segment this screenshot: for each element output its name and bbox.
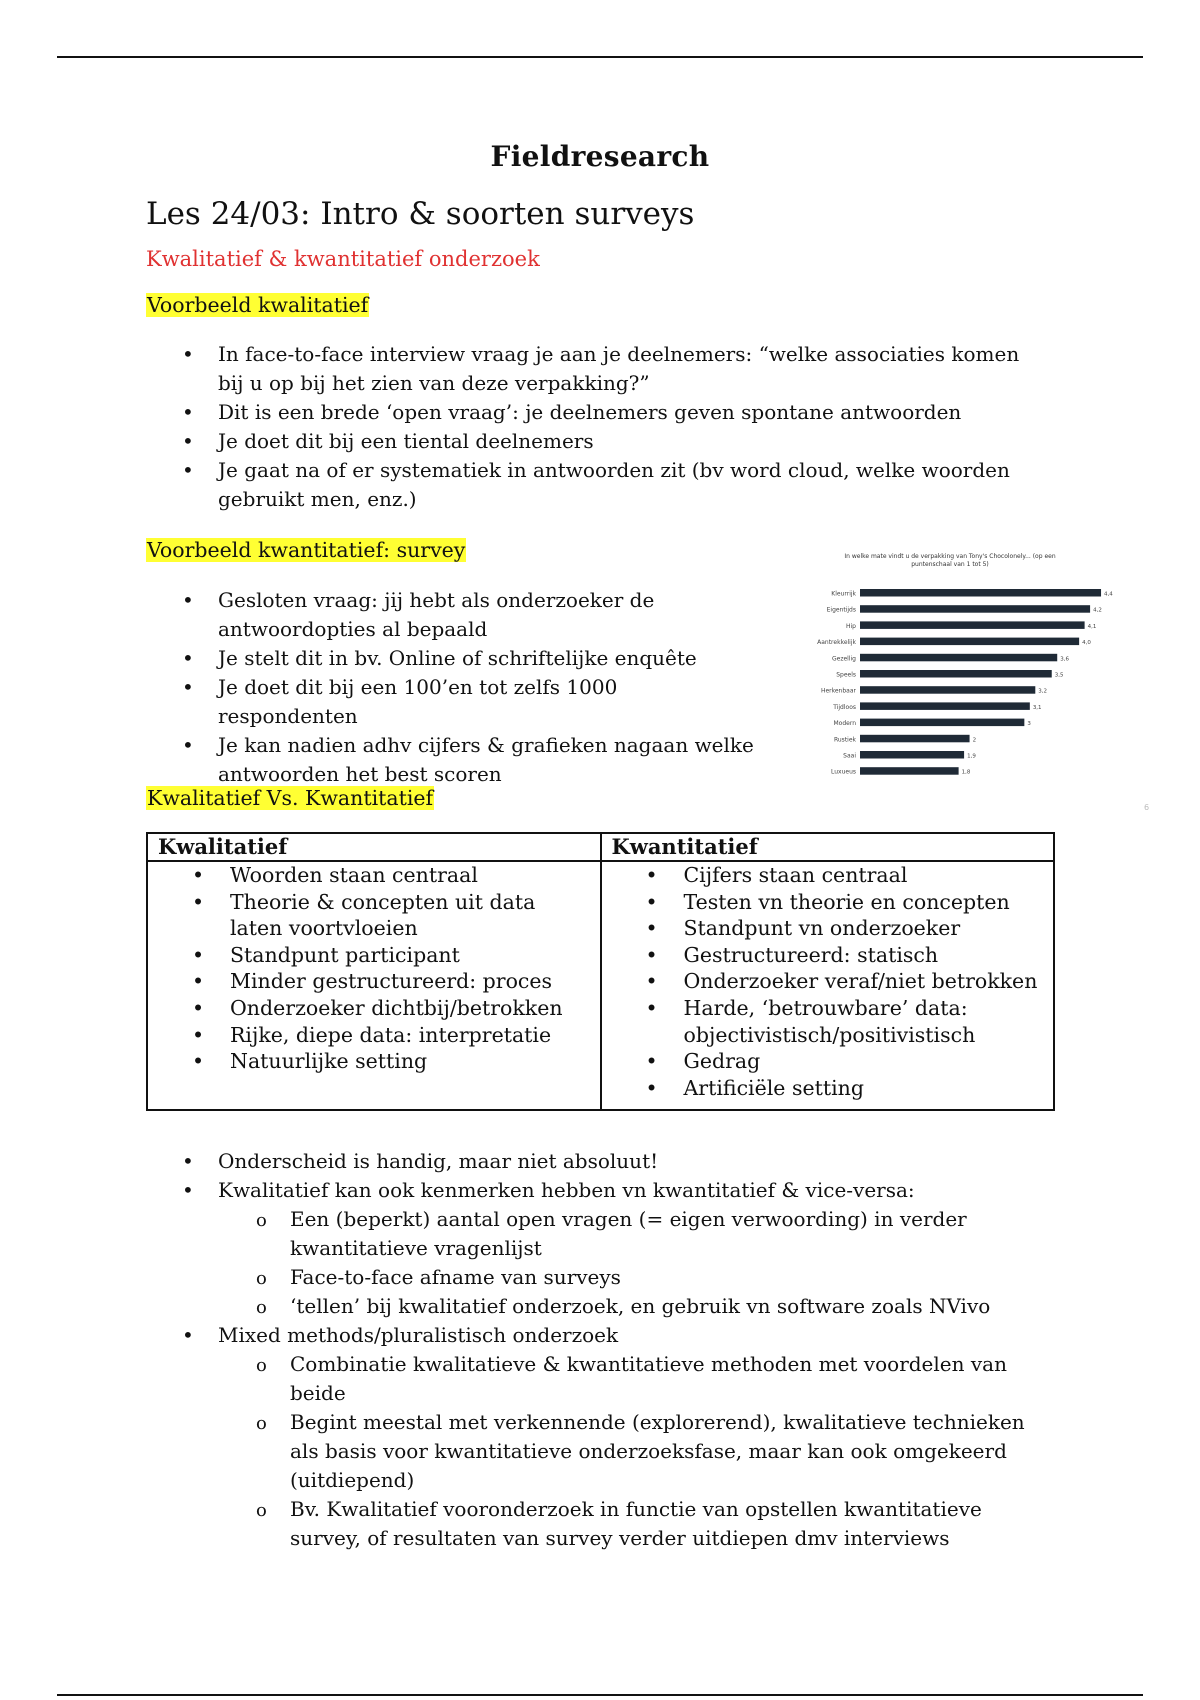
chart-category-label: Kleurrijk — [831, 590, 856, 598]
list-item: • Je gaat na of er systematiek in antwoorden zit (bv word cloud, welke woorden gebruikt men, enz.) — [146, 456, 1046, 514]
sub-list-item: o Bv. Kwalitatief vooronderzoek in functie van opstellen kwantitatieve survey, of resultaten van survey verder uitdiepen dmv interviews — [218, 1495, 1046, 1553]
sub-list-item: o Combinatie kwalitatieve & kwantitatieve methoden met voordelen van beide — [218, 1350, 1046, 1408]
list-item-text: Kwalitatief kan ook kenmerken hebben vn kwantitatief & vice-versa: — [218, 1178, 915, 1202]
chart-value-label: 3 — [1027, 721, 1031, 728]
table-list-item: • Standpunt participant — [148, 942, 600, 969]
chart-category-label: Herkenbaar — [820, 687, 856, 695]
survey-bar-chart — [795, 552, 1135, 812]
table-cell-kwalitatief — [147, 861, 601, 1110]
list-item: • Dit is een brede ‘open vraag’: je deelnemers geven spontane antwoorden — [146, 398, 1046, 427]
chart-category-label: Speels — [836, 671, 856, 679]
chart-value-label: 1,9 — [967, 753, 976, 760]
list-item: • Je doet dit bij een tiental deelnemers — [146, 427, 1046, 456]
chart-category-label: Gezellig — [832, 655, 856, 663]
chart-bar — [860, 719, 1024, 727]
page-number: 6 — [1144, 803, 1150, 812]
heading-voorbeeld-kwantitatief: Voorbeeld kwantitatief: survey — [147, 538, 466, 562]
list-item — [146, 1176, 1046, 1321]
chart-value-label: 3,1 — [1032, 704, 1042, 711]
table-list-item: • Testen vn theorie en concepten — [602, 889, 1054, 916]
chart-value-label: 2 — [972, 737, 977, 744]
chart-bar — [860, 589, 1101, 597]
list-item-text: Mixed methods/pluralistisch onderzoek — [218, 1323, 619, 1347]
chart-category-label: Tijdloos — [833, 703, 856, 711]
chart-category-label: Rustiek — [833, 736, 856, 744]
chart-plot — [795, 552, 1135, 812]
sub-list — [218, 1205, 1046, 1321]
list-item: • Gesloten vraag: jij hebt als onderzoeker de antwoordopties al bepaald — [146, 586, 756, 644]
heading-kwalitatief-vs-kwantitatief: Kwalitatief Vs. Kwantitatief — [147, 786, 434, 810]
top-rule — [57, 56, 1143, 58]
comparison-table — [146, 832, 1055, 1111]
kwantitatief-bullet-list — [146, 586, 756, 789]
table-list-item: • Theorie & concepten uit data laten voortvloeien — [148, 889, 600, 942]
chart-bar — [860, 621, 1085, 629]
chart-bar — [860, 702, 1030, 710]
chart-value-label: 1,8 — [961, 769, 971, 776]
table-header-kwantitatief: Kwantitatief — [601, 833, 1055, 861]
chart-bar — [860, 686, 1035, 694]
chart-value-label: 4,4 — [1104, 591, 1113, 598]
table-header-kwalitatief: Kwalitatief — [147, 833, 601, 861]
chart-bar — [860, 605, 1090, 613]
closing-bullet-list — [146, 1147, 1046, 1553]
chart-value-label: 4,1 — [1087, 623, 1097, 630]
chart-bar — [860, 670, 1052, 678]
chart-category-label: Modern — [833, 720, 856, 728]
table-list-item: • Woorden staan centraal — [148, 862, 600, 889]
lesson-heading: Les 24/03: Intro & soorten surveys — [146, 196, 695, 232]
list-item: • Je doet dit bij een 100’en tot zelfs 1000 respondenten — [146, 673, 756, 731]
table-list-item: • Onderzoeker veraf/niet betrokken — [602, 968, 1054, 995]
chart-value-label: 4,2 — [1093, 607, 1102, 614]
heading-voorbeeld-kwalitatief: Voorbeeld kwalitatief — [147, 293, 369, 317]
section-subheading: Kwalitatief & kwantitatief onderzoek — [146, 247, 540, 271]
table-list-item: • Standpunt vn onderzoeker — [602, 915, 1054, 942]
kwalitatief-bullet-list — [146, 340, 1046, 514]
sub-list — [218, 1350, 1046, 1553]
table-list-item: • Onderzoeker dichtbij/betrokken — [148, 995, 600, 1022]
chart-bar — [860, 751, 964, 759]
chart-value-label: 3,6 — [1060, 656, 1069, 663]
document-title: Fieldresearch — [490, 140, 710, 173]
chart-bar — [860, 654, 1057, 662]
list-item — [146, 1321, 1046, 1553]
chart-bar — [860, 638, 1079, 646]
table-cell-kwantitatief — [601, 861, 1055, 1110]
chart-category-label: Aantrekkelijk — [817, 639, 856, 647]
table-list-item: • Gestructureerd: statisch — [602, 942, 1054, 969]
chart-value-label: 4,0 — [1082, 640, 1091, 647]
table-list-item: • Gedrag — [602, 1048, 1054, 1075]
list-item: • Je kan nadien adhv cijfers & grafieken nagaan welke antwoorden het best scoren — [146, 731, 756, 789]
sub-list-item: o Face-to-face afname van surveys — [218, 1263, 1046, 1292]
chart-category-label: Saai — [843, 752, 856, 760]
list-item: • Onderscheid is handig, maar niet absoluut! — [146, 1147, 1046, 1176]
table-list-item: • Rijke, diepe data: interpretatie — [148, 1022, 600, 1049]
chart-bar — [860, 767, 959, 775]
chart-value-label: 3,2 — [1038, 688, 1048, 695]
table-list-item: • Cijfers staan centraal — [602, 862, 1054, 889]
chart-category-label: Eigentijds — [826, 606, 856, 614]
chart-category-label: Luxueus — [830, 768, 856, 776]
list-item: • In face-to-face interview vraag je aan je deelnemers: “welke associaties komen bij u op bij het zien van deze verpakking?” — [146, 340, 1046, 398]
chart-title: In welke mate vindt u de verpakking van Tony's Chocolonely... (op een puntenschaal van 1 tot 5) — [844, 553, 1056, 568]
table-list-item: • Minder gestructureerd: proces — [148, 968, 600, 995]
chart-bar — [860, 735, 970, 743]
table-list-item: • Natuurlijke setting — [148, 1048, 600, 1075]
sub-list-item: o ‘tellen’ bij kwalitatief onderzoek, en gebruik vn software zoals NVivo — [218, 1292, 1046, 1321]
table-list-item: • Artificiële setting — [602, 1075, 1054, 1102]
table-list-item: • Harde, ‘betrouwbare’ data: objectivistisch/positivistisch — [602, 995, 1054, 1048]
sub-list-item: o Een (beperkt) aantal open vragen (= eigen verwoording) in verder kwantitatieve vragenlijst — [218, 1205, 1046, 1263]
chart-value-label: 3,5 — [1054, 672, 1064, 679]
bottom-rule — [57, 1694, 1143, 1696]
sub-list-item: o Begint meestal met verkennende (explorerend), kwalitatieve technieken als basis voor kwantitatieve onderzoeksfase, maar kan ook omgekeerd (uitdiepend) — [218, 1408, 1046, 1495]
list-item: • Je stelt dit in bv. Online of schriftelijke enquête — [146, 644, 756, 673]
chart-category-label: Hip — [846, 622, 856, 630]
